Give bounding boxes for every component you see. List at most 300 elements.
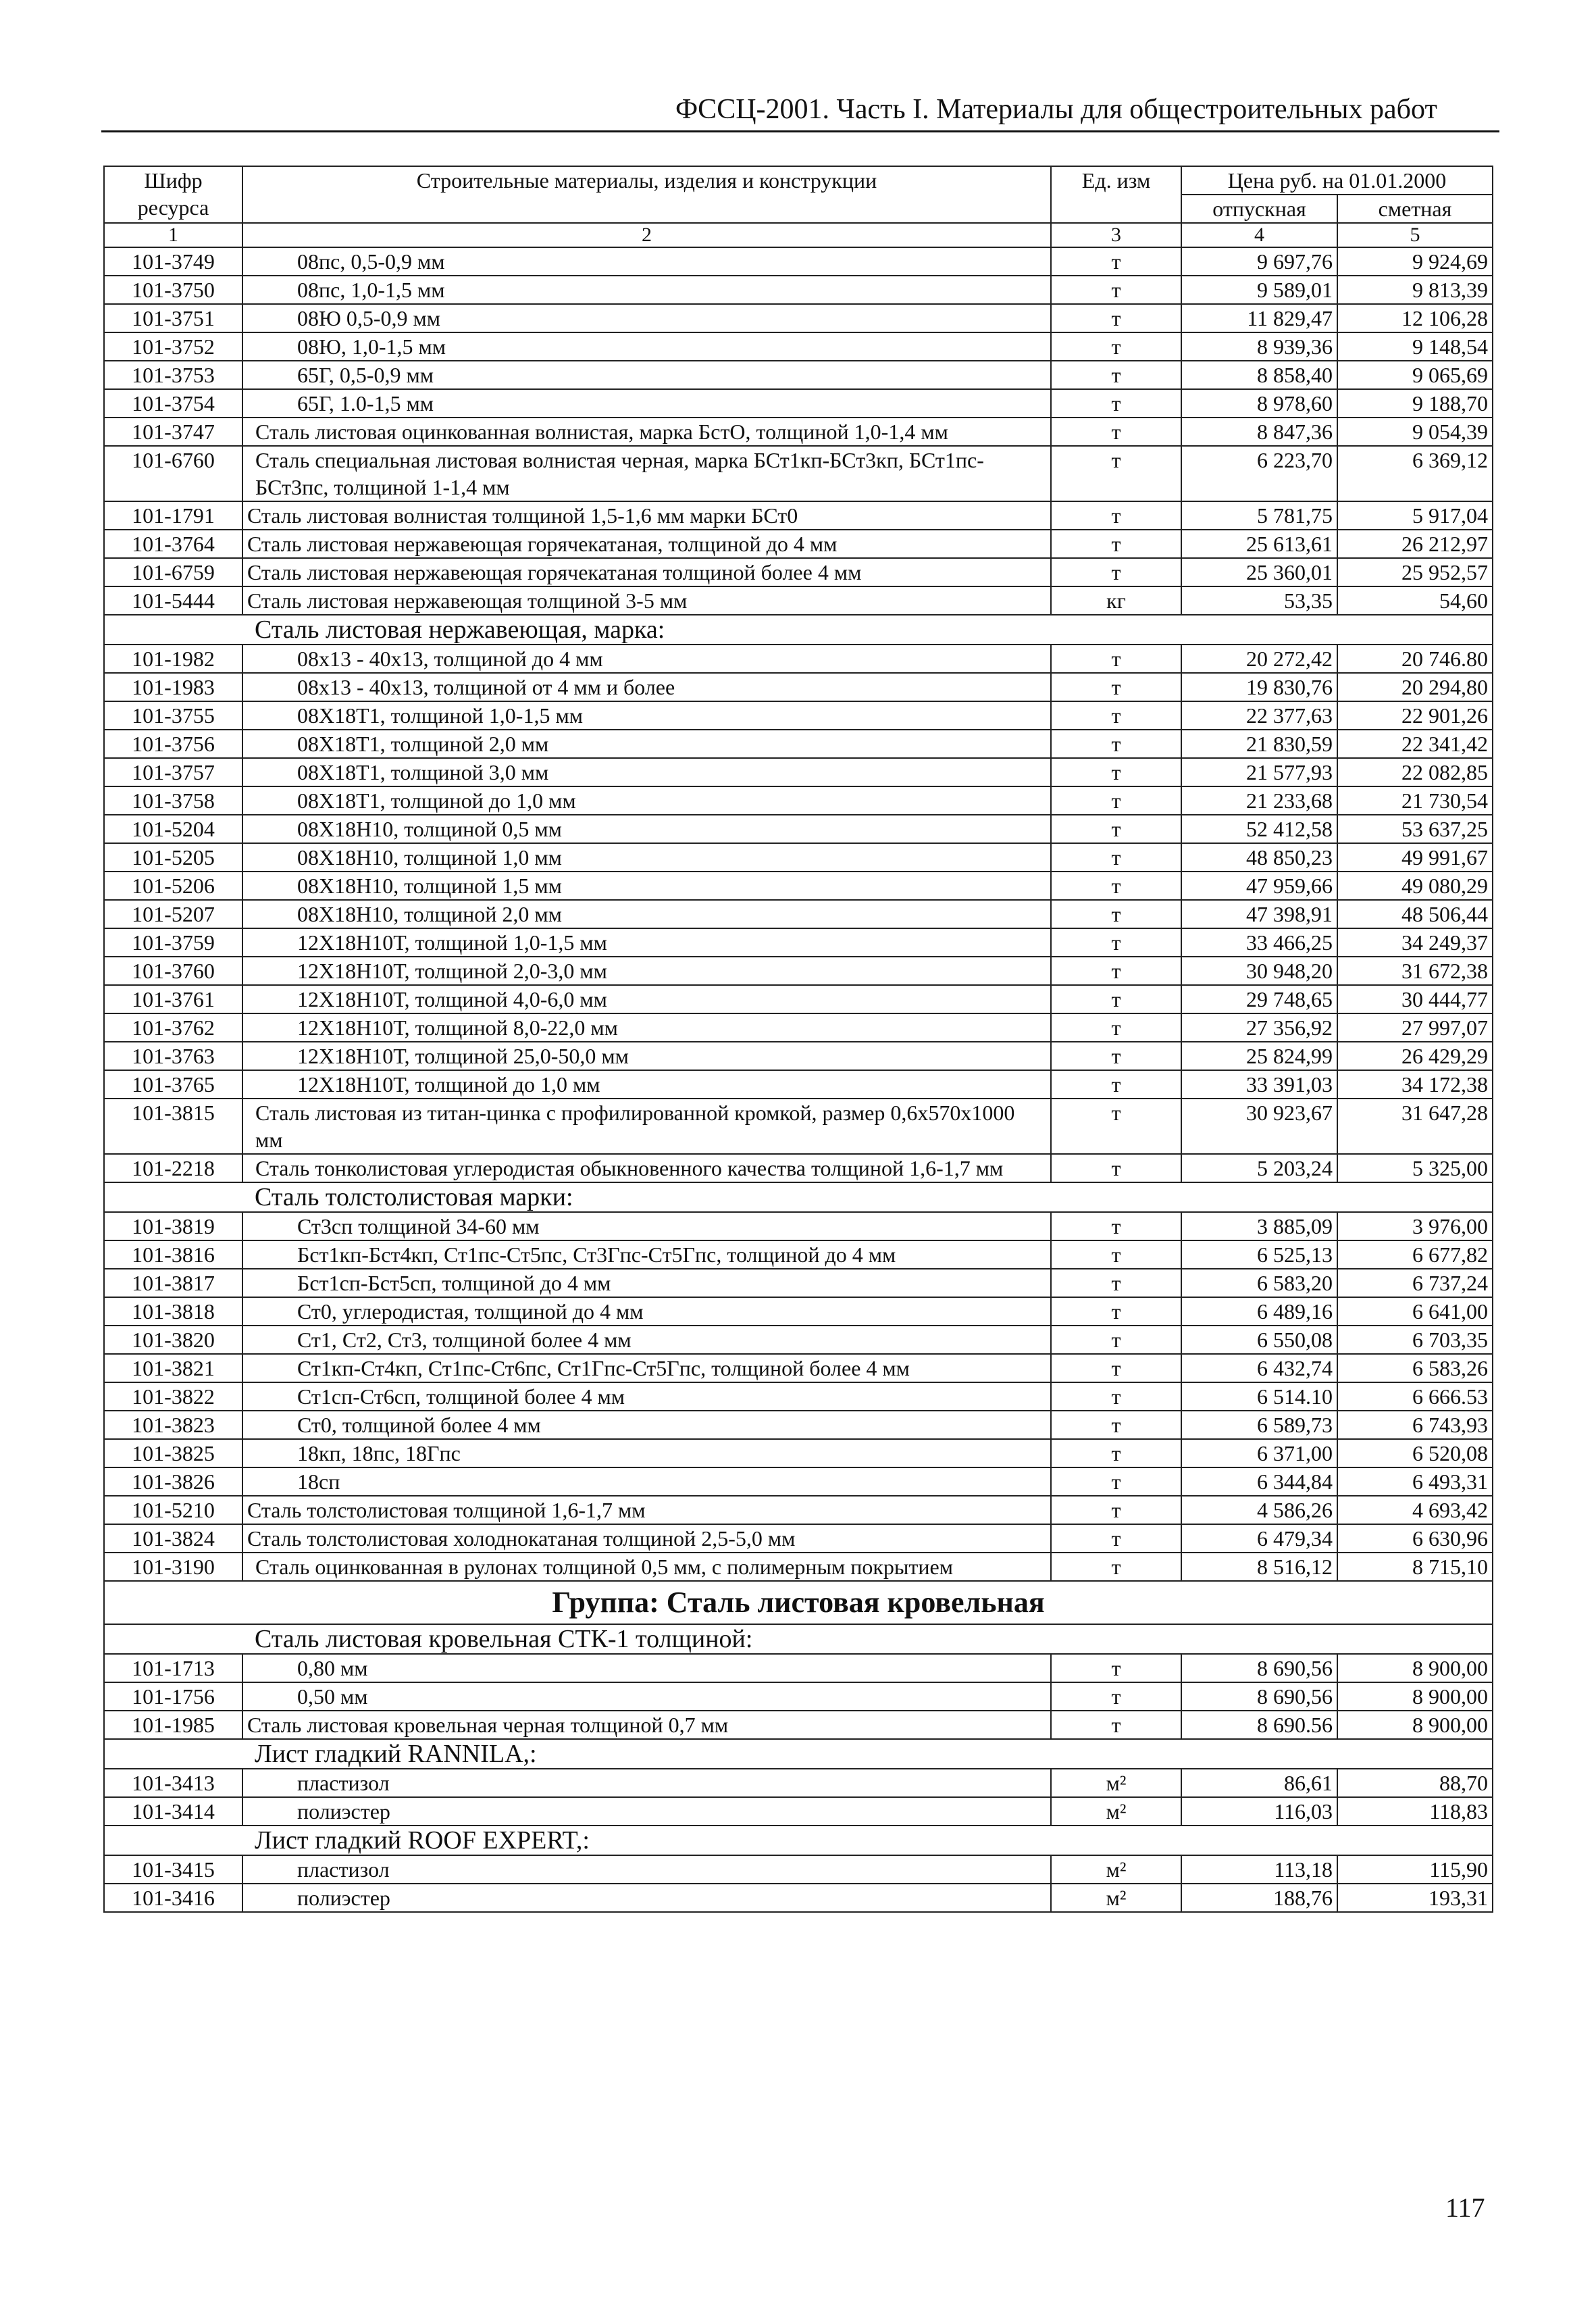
header-rule: [101, 130, 1499, 132]
material-name: 08х13 - 40х13, толщиной от 4 мм и более: [242, 673, 1051, 701]
table-row: [104, 558, 1493, 586]
unit: т: [1051, 1553, 1181, 1581]
estimate-price: 6 583,26: [1337, 1354, 1493, 1382]
material-name: Бст1кп-Бст4кп, Ст1пс-Ст5пс, Ст3Гпс-Ст5Гпс, толщиной до 4 мм: [242, 1240, 1051, 1269]
unit: м²: [1051, 1855, 1181, 1884]
material-name: 0,50 мм: [242, 1682, 1051, 1711]
unit: т: [1051, 1467, 1181, 1496]
section-header-row: [104, 1739, 1493, 1769]
unit: м²: [1051, 1769, 1181, 1797]
material-name: 12Х18Н10Т, толщиной 25,0-50,0 мм: [242, 1042, 1051, 1070]
table-row: [104, 586, 1493, 615]
resource-code: 101-5207: [104, 900, 242, 928]
section-title: Сталь толстолистовая марки:: [104, 1182, 1493, 1212]
material-name: Сталь толстолистовая холоднокатаная толщиной 2,5-5,0 мм: [242, 1524, 1051, 1553]
release-price: 9 589,01: [1181, 276, 1337, 304]
unit: т: [1051, 1070, 1181, 1099]
resource-code: 101-3415: [104, 1855, 242, 1884]
release-price: 6 489,16: [1181, 1297, 1337, 1326]
estimate-price: 6 630,96: [1337, 1524, 1493, 1553]
release-price: 6 479,34: [1181, 1524, 1337, 1553]
table-row: [104, 1496, 1493, 1524]
material-name: Сталь специальная листовая волнистая черная, марка БСт1кп-БСт3кп, БСт1пс-БСт3пс, толщиной 1-1,4 мм: [242, 446, 1051, 501]
resource-code: 101-3765: [104, 1070, 242, 1099]
material-name: 08Ю 0,5-0,9 мм: [242, 304, 1051, 332]
release-price: 25 824,99: [1181, 1042, 1337, 1070]
release-price: 9 697,76: [1181, 247, 1337, 276]
unit: т: [1051, 1354, 1181, 1382]
release-price: 6 589,73: [1181, 1411, 1337, 1439]
table-row: [104, 815, 1493, 843]
resource-code: 101-3823: [104, 1411, 242, 1439]
section-header-row: [104, 1826, 1493, 1855]
estimate-price: 54,60: [1337, 586, 1493, 615]
table-row: [104, 900, 1493, 928]
section-title: Лист гладкий RANNILA,:: [104, 1739, 1493, 1769]
release-price: 8 690.56: [1181, 1711, 1337, 1739]
material-name: Сталь листовая волнистая толщиной 1,5-1,6 мм марки БСт0: [242, 501, 1051, 530]
resource-code: 101-1985: [104, 1711, 242, 1739]
section-title: Сталь листовая кровельная СТК-1 толщиной:: [104, 1624, 1493, 1654]
table-row: [104, 928, 1493, 957]
release-price: 6 514.10: [1181, 1382, 1337, 1411]
release-price: 6 432,74: [1181, 1354, 1337, 1382]
resource-code: 101-1982: [104, 645, 242, 673]
unit: т: [1051, 957, 1181, 985]
table-row: [104, 1070, 1493, 1099]
estimate-price: 22 341,42: [1337, 730, 1493, 758]
resource-code: 101-1983: [104, 673, 242, 701]
unit: кг: [1051, 586, 1181, 615]
estimate-price: 115,90: [1337, 1855, 1493, 1884]
estimate-price: 8 715,10: [1337, 1553, 1493, 1581]
unit: т: [1051, 1212, 1181, 1240]
estimate-price: 9 813,39: [1337, 276, 1493, 304]
estimate-price: 3 976,00: [1337, 1212, 1493, 1240]
resource-code: 101-5444: [104, 586, 242, 615]
table-row: [104, 1013, 1493, 1042]
estimate-price: 6 737,24: [1337, 1269, 1493, 1297]
estimate-price: 25 952,57: [1337, 558, 1493, 586]
material-name: Ст1, Ст2, Ст3, толщиной более 4 мм: [242, 1326, 1051, 1354]
table-row: [104, 1297, 1493, 1326]
table-row: [104, 530, 1493, 558]
group-title: Группа: Сталь листовая кровельная: [104, 1581, 1493, 1624]
release-price: 6 583,20: [1181, 1269, 1337, 1297]
page-header-title: ФССЦ-2001. Часть I. Материалы для общестроительных работ: [675, 94, 1437, 125]
estimate-price: 53 637,25: [1337, 815, 1493, 843]
material-name: 65Г, 1.0-1,5 мм: [242, 389, 1051, 418]
table-row: [104, 501, 1493, 530]
resource-code: 101-3763: [104, 1042, 242, 1070]
table-row: [104, 1797, 1493, 1826]
resource-code: 101-3416: [104, 1884, 242, 1912]
material-name: полиэстер: [242, 1884, 1051, 1912]
estimate-price: 21 730,54: [1337, 786, 1493, 815]
resource-code: 101-3817: [104, 1269, 242, 1297]
resource-code: 101-3756: [104, 730, 242, 758]
material-name: 08Х18Т1, толщиной до 1,0 мм: [242, 786, 1051, 815]
table-row: [104, 1212, 1493, 1240]
release-price: 6 223,70: [1181, 446, 1337, 501]
material-name: Сталь оцинкованная в рулонах толщиной 0,5 мм, с полимерным покрытием: [242, 1553, 1051, 1581]
resource-code: 101-3760: [104, 957, 242, 985]
resource-code: 101-3764: [104, 530, 242, 558]
table-row: [104, 1439, 1493, 1467]
estimate-price: 31 647,28: [1337, 1099, 1493, 1154]
unit: т: [1051, 276, 1181, 304]
material-name: 12Х18Н10Т, толщиной 4,0-6,0 мм: [242, 985, 1051, 1013]
material-name: 08Х18Н10, толщиной 2,0 мм: [242, 900, 1051, 928]
release-price: 5 781,75: [1181, 501, 1337, 530]
estimate-price: 12 106,28: [1337, 304, 1493, 332]
unit: т: [1051, 1240, 1181, 1269]
table-row: [104, 843, 1493, 872]
material-name: 08Х18Н10, толщиной 0,5 мм: [242, 815, 1051, 843]
table-row: [104, 985, 1493, 1013]
resource-code: 101-3755: [104, 701, 242, 730]
resource-code: 101-3815: [104, 1099, 242, 1154]
unit: т: [1051, 501, 1181, 530]
resource-code: 101-6759: [104, 558, 242, 586]
estimate-price: 6 641,00: [1337, 1297, 1493, 1326]
material-name: 0,80 мм: [242, 1654, 1051, 1682]
resource-code: 101-3754: [104, 389, 242, 418]
release-price: 52 412,58: [1181, 815, 1337, 843]
release-price: 25 360,01: [1181, 558, 1337, 586]
material-name: Ст1сп-Ст6сп, толщиной более 4 мм: [242, 1382, 1051, 1411]
release-price: 8 516,12: [1181, 1553, 1337, 1581]
release-price: 5 203,24: [1181, 1154, 1337, 1182]
table-row: [104, 730, 1493, 758]
table-row: [104, 276, 1493, 304]
resource-code: 101-5206: [104, 872, 242, 900]
resource-code: 101-3822: [104, 1382, 242, 1411]
unit: т: [1051, 1524, 1181, 1553]
table-row: [104, 872, 1493, 900]
table-row: [104, 1099, 1493, 1154]
estimate-price: 8 900,00: [1337, 1711, 1493, 1739]
unit: т: [1051, 418, 1181, 446]
table-row: [104, 304, 1493, 332]
table-row: [104, 361, 1493, 389]
estimate-price: 5 325,00: [1337, 1154, 1493, 1182]
material-name: 12Х18Н10Т, толщиной 8,0-22,0 мм: [242, 1013, 1051, 1042]
material-name: 08Х18Т1, толщиной 3,0 мм: [242, 758, 1051, 786]
table-row: [104, 1467, 1493, 1496]
unit: т: [1051, 1711, 1181, 1739]
resource-code: 101-6760: [104, 446, 242, 501]
page-number: 117: [1445, 2192, 1485, 2223]
material-name: Сталь листовая из титан-цинка с профилированной кромкой, размер 0,6x570x1000 мм: [242, 1099, 1051, 1154]
table-row: [104, 786, 1493, 815]
resource-code: 101-3753: [104, 361, 242, 389]
resource-code: 101-3826: [104, 1467, 242, 1496]
material-name: Сталь листовая нержавеющая горячекатаная толщиной более 4 мм: [242, 558, 1051, 586]
unit: т: [1051, 361, 1181, 389]
col-header-release-price: отпускная: [1181, 195, 1337, 223]
unit: м²: [1051, 1797, 1181, 1826]
estimate-price: 6 369,12: [1337, 446, 1493, 501]
table-row: [104, 418, 1493, 446]
col-header-unit: Ед. изм: [1051, 166, 1181, 223]
release-price: 8 939,36: [1181, 332, 1337, 361]
unit: т: [1051, 815, 1181, 843]
table-row: [104, 1411, 1493, 1439]
estimate-price: 34 249,37: [1337, 928, 1493, 957]
estimate-price: 6 520,08: [1337, 1439, 1493, 1467]
unit: т: [1051, 730, 1181, 758]
col-header-estimate-price: сметная: [1337, 195, 1493, 223]
unit: т: [1051, 701, 1181, 730]
table-row: [104, 446, 1493, 501]
table-row: [104, 247, 1493, 276]
resource-code: 101-1756: [104, 1682, 242, 1711]
table-row: [104, 673, 1493, 701]
unit: т: [1051, 1382, 1181, 1411]
table-row: [104, 332, 1493, 361]
estimate-price: 118,83: [1337, 1797, 1493, 1826]
section-title: Сталь листовая нержавеющая, марка:: [104, 615, 1493, 645]
material-name: 08пс, 1,0-1,5 мм: [242, 276, 1051, 304]
release-price: 33 466,25: [1181, 928, 1337, 957]
unit: т: [1051, 843, 1181, 872]
estimate-price: 193,31: [1337, 1884, 1493, 1912]
unit: т: [1051, 1269, 1181, 1297]
unit: т: [1051, 558, 1181, 586]
estimate-price: 26 212,97: [1337, 530, 1493, 558]
estimate-price: 8 900,00: [1337, 1682, 1493, 1711]
estimate-price: 9 054,39: [1337, 418, 1493, 446]
resource-code: 101-3762: [104, 1013, 242, 1042]
resource-code: 101-3190: [104, 1553, 242, 1581]
resource-code: 101-3816: [104, 1240, 242, 1269]
estimate-price: 6 666.53: [1337, 1382, 1493, 1411]
estimate-price: 48 506,44: [1337, 900, 1493, 928]
resource-code: 101-3749: [104, 247, 242, 276]
material-name: 08Х18Н10, толщиной 1,0 мм: [242, 843, 1051, 872]
table-row: [104, 1240, 1493, 1269]
material-name: Ст0, толщиной более 4 мм: [242, 1411, 1051, 1439]
table-row: [104, 1769, 1493, 1797]
table-row: [104, 1154, 1493, 1182]
section-header-row: [104, 1624, 1493, 1654]
resource-code: 101-3751: [104, 304, 242, 332]
estimate-price: 88,70: [1337, 1769, 1493, 1797]
material-name: Ст3сп толщиной 34-60 мм: [242, 1212, 1051, 1240]
estimate-price: 22 082,85: [1337, 758, 1493, 786]
resource-code: 101-3413: [104, 1769, 242, 1797]
unit: т: [1051, 1042, 1181, 1070]
unit: т: [1051, 1013, 1181, 1042]
section-header-row: [104, 1182, 1493, 1212]
estimate-price: 6 493,31: [1337, 1467, 1493, 1496]
column-index: 2: [242, 223, 1051, 247]
release-price: 8 690,56: [1181, 1682, 1337, 1711]
unit: т: [1051, 985, 1181, 1013]
unit: т: [1051, 1297, 1181, 1326]
estimate-price: 4 693,42: [1337, 1496, 1493, 1524]
material-name: 18сп: [242, 1467, 1051, 1496]
resource-code: 101-3757: [104, 758, 242, 786]
release-price: 53,35: [1181, 586, 1337, 615]
price-table-body: [104, 166, 1493, 1912]
material-name: Сталь толстолистовая толщиной 1,6-1,7 мм: [242, 1496, 1051, 1524]
resource-code: 101-1713: [104, 1654, 242, 1682]
resource-code: 101-3818: [104, 1297, 242, 1326]
release-price: 21 577,93: [1181, 758, 1337, 786]
unit: т: [1051, 900, 1181, 928]
col-header-code: Шифр ресурса: [104, 166, 242, 223]
release-price: 47 959,66: [1181, 872, 1337, 900]
table-row: [104, 645, 1493, 673]
estimate-price: 31 672,38: [1337, 957, 1493, 985]
release-price: 21 830,59: [1181, 730, 1337, 758]
resource-code: 101-2218: [104, 1154, 242, 1182]
unit: т: [1051, 1496, 1181, 1524]
release-price: 30 948,20: [1181, 957, 1337, 985]
unit: т: [1051, 645, 1181, 673]
estimate-price: 20 746.80: [1337, 645, 1493, 673]
release-price: 188,76: [1181, 1884, 1337, 1912]
col-header-name: Строительные материалы, изделия и конструкции: [242, 166, 1051, 223]
resource-code: 101-3759: [104, 928, 242, 957]
resource-code: 101-5210: [104, 1496, 242, 1524]
column-index-row: [104, 223, 1493, 247]
table-row: [104, 1553, 1493, 1581]
material-name: 08х13 - 40х13, толщиной до 4 мм: [242, 645, 1051, 673]
estimate-price: 9 148,54: [1337, 332, 1493, 361]
release-price: 20 272,42: [1181, 645, 1337, 673]
release-price: 11 829,47: [1181, 304, 1337, 332]
column-index: 5: [1337, 223, 1493, 247]
release-price: 8 978,60: [1181, 389, 1337, 418]
resource-code: 101-1791: [104, 501, 242, 530]
resource-code: 101-5205: [104, 843, 242, 872]
unit: т: [1051, 304, 1181, 332]
material-name: Сталь тонколистовая углеродистая обыкновенного качества толщиной 1,6-1,7 мм: [242, 1154, 1051, 1182]
resource-code: 101-3824: [104, 1524, 242, 1553]
resource-code: 101-3825: [104, 1439, 242, 1467]
release-price: 19 830,76: [1181, 673, 1337, 701]
material-name: Сталь листовая кровельная черная толщиной 0,7 мм: [242, 1711, 1051, 1739]
table-row: [104, 1711, 1493, 1739]
resource-code: 101-3758: [104, 786, 242, 815]
unit: т: [1051, 928, 1181, 957]
release-price: 8 858,40: [1181, 361, 1337, 389]
material-name: пластизол: [242, 1855, 1051, 1884]
material-name: Ст0, углеродистая, толщиной до 4 мм: [242, 1297, 1051, 1326]
estimate-price: 5 917,04: [1337, 501, 1493, 530]
resource-code: 101-3414: [104, 1797, 242, 1826]
table-row: [104, 1855, 1493, 1884]
table-row: [104, 1524, 1493, 1553]
table-row: [104, 1654, 1493, 1682]
estimate-price: 49 080,29: [1337, 872, 1493, 900]
release-price: 113,18: [1181, 1855, 1337, 1884]
release-price: 25 613,61: [1181, 530, 1337, 558]
resource-code: 101-3747: [104, 418, 242, 446]
material-name: Сталь листовая оцинкованная волнистая, марка БстО, толщиной 1,0-1,4 мм: [242, 418, 1051, 446]
unit: т: [1051, 1682, 1181, 1711]
estimate-price: 22 901,26: [1337, 701, 1493, 730]
material-name: 12Х18Н10Т, толщиной до 1,0 мм: [242, 1070, 1051, 1099]
material-name: 65Г, 0,5-0,9 мм: [242, 361, 1051, 389]
unit: т: [1051, 247, 1181, 276]
unit: т: [1051, 673, 1181, 701]
material-name: 18кп, 18пс, 18Гпс: [242, 1439, 1051, 1467]
material-name: 12Х18Н10Т, толщиной 2,0-3,0 мм: [242, 957, 1051, 985]
unit: т: [1051, 1654, 1181, 1682]
material-name: Ст1кп-Ст4кп, Ст1пс-Ст6пс, Ст1Гпс-Ст5Гпс, толщиной более 4 мм: [242, 1354, 1051, 1382]
estimate-price: 6 743,93: [1337, 1411, 1493, 1439]
release-price: 21 233,68: [1181, 786, 1337, 815]
unit: т: [1051, 872, 1181, 900]
resource-code: 101-3820: [104, 1326, 242, 1354]
release-price: 48 850,23: [1181, 843, 1337, 872]
section-title: Лист гладкий ROOF EXPERT,:: [104, 1826, 1493, 1855]
release-price: 86,61: [1181, 1769, 1337, 1797]
group-header-row: [104, 1581, 1493, 1624]
table-row: [104, 1326, 1493, 1354]
unit: т: [1051, 1326, 1181, 1354]
release-price: 47 398,91: [1181, 900, 1337, 928]
column-index: 1: [104, 223, 242, 247]
table-header-row-1: [104, 166, 1493, 195]
resource-code: 101-3819: [104, 1212, 242, 1240]
estimate-price: 6 677,82: [1337, 1240, 1493, 1269]
estimate-price: 30 444,77: [1337, 985, 1493, 1013]
resource-code: 101-5204: [104, 815, 242, 843]
column-index: 4: [1181, 223, 1337, 247]
section-header-row: [104, 615, 1493, 645]
release-price: 29 748,65: [1181, 985, 1337, 1013]
release-price: 6 550,08: [1181, 1326, 1337, 1354]
table-row: [104, 758, 1493, 786]
release-price: 6 344,84: [1181, 1467, 1337, 1496]
unit: т: [1051, 332, 1181, 361]
release-price: 6 371,00: [1181, 1439, 1337, 1467]
unit: т: [1051, 530, 1181, 558]
release-price: 30 923,67: [1181, 1099, 1337, 1154]
material-name: 08пс, 0,5-0,9 мм: [242, 247, 1051, 276]
estimate-price: 9 924,69: [1337, 247, 1493, 276]
table-row: [104, 701, 1493, 730]
unit: т: [1051, 1154, 1181, 1182]
estimate-price: 27 997,07: [1337, 1013, 1493, 1042]
table-row: [104, 1884, 1493, 1912]
material-name: пластизол: [242, 1769, 1051, 1797]
table-row: [104, 1354, 1493, 1382]
material-name: 12Х18Н10Т, толщиной 1,0-1,5 мм: [242, 928, 1051, 957]
release-price: 6 525,13: [1181, 1240, 1337, 1269]
estimate-price: 26 429,29: [1337, 1042, 1493, 1070]
unit: т: [1051, 758, 1181, 786]
release-price: 33 391,03: [1181, 1070, 1337, 1099]
material-name: Бст1сп-Бст5сп, толщиной до 4 мм: [242, 1269, 1051, 1297]
column-index: 3: [1051, 223, 1181, 247]
material-name: 08Х18Т1, толщиной 2,0 мм: [242, 730, 1051, 758]
table-row: [104, 1382, 1493, 1411]
material-name: Сталь листовая нержавеющая толщиной 3-5 мм: [242, 586, 1051, 615]
unit: м²: [1051, 1884, 1181, 1912]
material-name: полиэстер: [242, 1797, 1051, 1826]
estimate-price: 9 188,70: [1337, 389, 1493, 418]
unit: т: [1051, 786, 1181, 815]
release-price: 27 356,92: [1181, 1013, 1337, 1042]
col-header-price: Цена руб. на 01.01.2000: [1181, 166, 1493, 195]
table-row: [104, 1269, 1493, 1297]
